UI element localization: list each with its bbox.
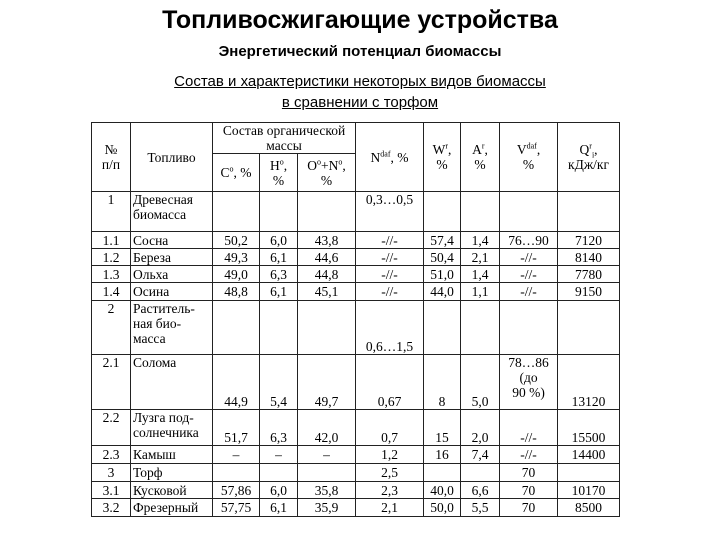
table-row	[92, 283, 620, 301]
table-cell: -//-	[500, 410, 558, 446]
table-row	[92, 249, 620, 266]
table-cell	[461, 301, 500, 355]
table-cell: 57,86	[213, 482, 260, 499]
table-cell	[424, 192, 461, 232]
table-cell: Раститель- ная био- масса	[131, 301, 213, 355]
table-cell: 2,0	[461, 410, 500, 446]
table-cell: 6,6	[461, 482, 500, 499]
table-cell: 10170	[558, 482, 620, 499]
table-cell: 8500	[558, 499, 620, 517]
table-cell: 0,67	[356, 355, 424, 410]
table-cell: 57,75	[213, 499, 260, 517]
table-cell: 6,1	[260, 499, 298, 517]
table-cell: -//-	[356, 232, 424, 249]
table-caption-link-line2[interactable]: в сравнении с торфом	[281, 94, 439, 111]
table-cell: 49,0	[213, 266, 260, 283]
table-cell: 43,8	[298, 232, 356, 249]
table-cell	[558, 464, 620, 482]
row-fuel: Древесная биомасса	[131, 192, 213, 232]
header-n: $N^{daf}$, %	[356, 123, 424, 192]
table-cell: 2.3	[92, 446, 131, 464]
table-cell: 1.2	[92, 249, 131, 266]
table-row	[92, 266, 620, 283]
table-cell: 50,4	[424, 249, 461, 266]
table-cell: 8	[424, 355, 461, 410]
table-cell: 6,0	[260, 232, 298, 249]
table-cell	[298, 192, 356, 232]
table-cell: 1.1	[92, 232, 131, 249]
header-vdaf: $V^{daf}$, %	[500, 123, 558, 192]
table-row	[92, 232, 620, 249]
table-cell: 5,5	[461, 499, 500, 517]
table-caption-link[interactable]: Состав и характеристики некоторых видов биомассы	[174, 73, 546, 90]
table-cell: Береза	[131, 249, 213, 266]
table-cell: 78…86 (до 90 %)	[500, 355, 558, 410]
table-cell: 49,7	[298, 355, 356, 410]
table-cell: 6,1	[260, 249, 298, 266]
table-cell: Ольха	[131, 266, 213, 283]
table-cell	[260, 464, 298, 482]
table-cell: 1,4	[461, 232, 500, 249]
table-cell: 15	[424, 410, 461, 446]
table-cell: 0,6…1,5	[356, 301, 424, 355]
header-a: $A^r$, %	[461, 123, 500, 192]
table-cell	[461, 192, 500, 232]
table-cell: 42,0	[298, 410, 356, 446]
page-title: Топливосжигающие устройства	[162, 6, 558, 34]
table-cell: 8140	[558, 249, 620, 266]
table-cell: 70	[500, 464, 558, 482]
table-cell: 1.3	[92, 266, 131, 283]
table-cell	[424, 301, 461, 355]
table-cell: 2	[92, 301, 131, 355]
table-cell: 6,0	[260, 482, 298, 499]
table-cell: 15500	[558, 410, 620, 446]
table-cell: 7120	[558, 232, 620, 249]
table-cell: 44,6	[298, 249, 356, 266]
table-cell: Фрезерный	[131, 499, 213, 517]
table-cell: 44,9	[213, 355, 260, 410]
table-cell: 16	[424, 446, 461, 464]
table-cell	[213, 301, 260, 355]
row-n: 0,3…0,5	[356, 192, 424, 232]
table-cell: 2.1	[92, 355, 131, 410]
table-cell: 48,8	[213, 283, 260, 301]
table-cell: 9150	[558, 283, 620, 301]
table-cell: 14400	[558, 446, 620, 464]
table-cell: Кусковой	[131, 482, 213, 499]
table-cell	[424, 464, 461, 482]
table-cell: 57,4	[424, 232, 461, 249]
table-cell: 1,1	[461, 283, 500, 301]
table-cell	[500, 192, 558, 232]
table-cell: –	[298, 446, 356, 464]
table-cell: 2,1	[461, 249, 500, 266]
header-organic-composition: Состав органической массы	[213, 123, 356, 154]
table-cell: 50,0	[424, 499, 461, 517]
table-cell: 7780	[558, 266, 620, 283]
table-row	[92, 464, 620, 482]
table-cell: -//-	[356, 266, 424, 283]
table-cell	[298, 301, 356, 355]
table-cell: 51,0	[424, 266, 461, 283]
table-cell: Сосна	[131, 232, 213, 249]
table-cell: -//-	[500, 249, 558, 266]
table-cell: -//-	[500, 266, 558, 283]
table-cell: 0,7	[356, 410, 424, 446]
table-cell: 44,0	[424, 283, 461, 301]
table-cell: 3.2	[92, 499, 131, 517]
table-cell: 2.2	[92, 410, 131, 446]
table-cell: 6,3	[260, 410, 298, 446]
table-cell: 1,2	[356, 446, 424, 464]
table-row	[92, 355, 620, 410]
header-c: $C^o$, %	[213, 154, 260, 192]
table-cell: 35,8	[298, 482, 356, 499]
table-cell: 5,4	[260, 355, 298, 410]
header-num: № п/п	[92, 123, 131, 192]
table-cell	[558, 192, 620, 232]
table-cell	[213, 464, 260, 482]
table-cell: -//-	[356, 283, 424, 301]
table-cell: 51,7	[213, 410, 260, 446]
table-cell: 3.1	[92, 482, 131, 499]
table-row	[92, 482, 620, 499]
table-cell: 5,0	[461, 355, 500, 410]
table-cell: -//-	[356, 249, 424, 266]
table-row	[92, 301, 620, 355]
table-cell: 1,4	[461, 266, 500, 283]
table-cell	[213, 192, 260, 232]
table-cell: 2,1	[356, 499, 424, 517]
header-fuel: Топливо	[131, 123, 213, 192]
table-cell: 2,3	[356, 482, 424, 499]
table-cell: 45,1	[298, 283, 356, 301]
table-cell: 2,5	[356, 464, 424, 482]
header-w: $W^r$, %	[424, 123, 461, 192]
table-cell: 6,1	[260, 283, 298, 301]
header-o: $O^o+N^o$, %	[298, 154, 356, 192]
table-cell: 7,4	[461, 446, 500, 464]
table-cell: 76…90	[500, 232, 558, 249]
header-q: $Q^r_i$, кДж/кг	[558, 123, 620, 192]
table-cell	[461, 464, 500, 482]
table-cell: 13120	[558, 355, 620, 410]
table-row	[92, 499, 620, 517]
table-cell	[260, 301, 298, 355]
table-cell: Осина	[131, 283, 213, 301]
biomass-table	[91, 122, 620, 517]
table-cell: 40,0	[424, 482, 461, 499]
table-cell: 70	[500, 499, 558, 517]
table-cell: -//-	[500, 283, 558, 301]
table-cell	[260, 192, 298, 232]
table-cell	[500, 301, 558, 355]
table-cell: Солома	[131, 355, 213, 410]
table-row	[92, 446, 620, 464]
table-cell: Камыш	[131, 446, 213, 464]
table-cell: –	[213, 446, 260, 464]
table-row	[92, 192, 620, 232]
table-cell	[298, 464, 356, 482]
table-cell: 35,9	[298, 499, 356, 517]
table-cell: –	[260, 446, 298, 464]
header-h: $H^o$, %	[260, 154, 298, 192]
table-cell: Лузга под- солнечника	[131, 410, 213, 446]
table-cell: 50,2	[213, 232, 260, 249]
row-num: 1	[92, 192, 131, 232]
table-cell: 1.4	[92, 283, 131, 301]
table-row	[92, 410, 620, 446]
table-cell: 70	[500, 482, 558, 499]
page-subtitle: Энергетический потенциал биомассы	[218, 43, 502, 60]
table-cell: Торф	[131, 464, 213, 482]
table-cell: 6,3	[260, 266, 298, 283]
table-cell: -//-	[500, 446, 558, 464]
table-cell: 3	[92, 464, 131, 482]
table-cell	[558, 301, 620, 355]
table-cell: 44,8	[298, 266, 356, 283]
table-cell: 49,3	[213, 249, 260, 266]
